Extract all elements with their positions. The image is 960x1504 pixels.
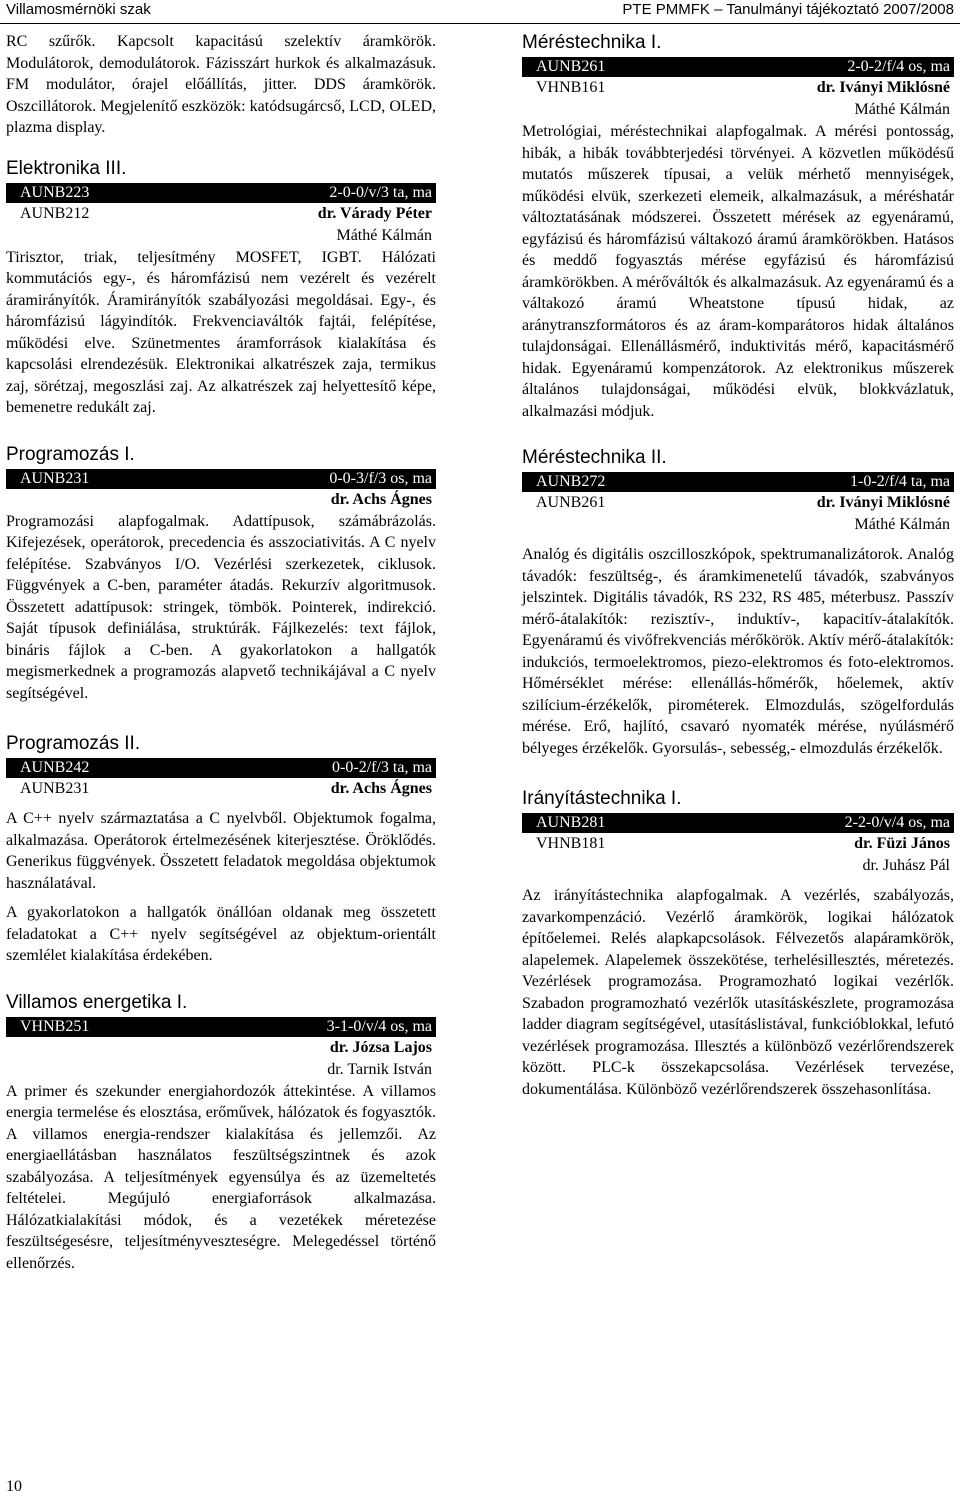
course-code-bar — [6, 469, 436, 489]
course-hours: 1-0-2/f/4 ta, ma — [850, 473, 950, 490]
course-elektronika-3 — [6, 157, 436, 419]
prereq-row — [6, 778, 436, 800]
course-description: Metrológiai, méréstechnikai alapfogalmak. A mérési pontosság, hibák, a hibák továbbterjedési törvényei. A közvetlen működésű mutatós műszerek típusai, a velük mérhető mennyiségek, működési elvük, szerkezeti elemeik, alkalmazásuk, a méréshatár változtatásának módszerei. Összetett mérések az egyenáramú, egyfázisú és háromfázisú váltakozó áramú áramkörökben. Hatásos és meddő fogyasztás mérése egyfázisú és háromfázisú áramkörökben. A mérőváltók és alkalmazásuk. Az egyenáramú és a váltakozó áramú Wheatstone típusú hidak, az aránytranszformátoros és az áram-komparátoros hidak általános tulajdonságai. Ellenállásmérő, induktivitás mérő, kapacitásmérő hidak. Egyenáramú kompenzátorok. Az elektronikus műszerek általános tulajdonságai, működési elvük, blokkvázlatuk, alkalmazási módjuk. — [522, 123, 954, 420]
prereq-row — [6, 203, 436, 225]
lecturer2-row — [522, 855, 954, 877]
course-title: Méréstechnika II. — [522, 447, 667, 468]
course-title: Villamos energetika I. — [6, 991, 188, 1013]
course-code-bar — [522, 813, 954, 833]
course-description: A primer és szekunder energiahordozók áttekintése. A villamos energia termelése és elosztása, erőművek, hálózatok és fogyasztók. A villamos energia-rendszer kialakítása és jellemzői. Az energiaellátásban használatos feszültségszintnek és azok szabályozása. A teljesítmények egyensúlya és az üzemeltetés feltételei. Megújuló energiaforrások alkalmazása. Hálózatkialakítási módok, és a vezetékek méretezése feszültségesésre, teljesítményveszteségre. Melegedéssel történő ellenőrzés. — [6, 1082, 436, 1272]
course-description-2: A gyakorlatokon a hallgatók önállóan oldanak meg összetett feladatokat a C++ nyelv segítségével az objektum-orientált szemlélet kialakítása érdekében. — [6, 904, 436, 964]
course-code: AUNB281 — [536, 814, 606, 831]
course-lecturer-2: Máthé Kálmán — [854, 101, 950, 118]
course-title: Elektronika III. — [6, 157, 127, 179]
course-villamos-energetika-1 — [6, 991, 436, 1275]
course-code: AUNB223 — [20, 183, 90, 201]
course-prereq: AUNB261 — [536, 494, 606, 511]
course-prereq: AUNB231 — [20, 780, 90, 797]
lecturer-row — [6, 1037, 436, 1059]
course-hours: 2-2-0/v/4 os, ma — [844, 814, 950, 831]
course-merestechnika-2 — [522, 446, 954, 759]
course-merestechnika-1 — [522, 31, 954, 422]
lecturer2-row — [522, 99, 954, 121]
header-right-title: PTE PMMFK – Tanulmányi tájékoztató 2007/2008 — [622, 1, 954, 18]
left-column — [6, 31, 436, 1274]
course-title: Irányítástechnika I. — [522, 788, 682, 809]
prereq-row — [522, 492, 954, 514]
course-lecturer-2: dr. Tarnik István — [327, 1060, 432, 1078]
header-divider — [0, 23, 960, 24]
course-iranyitastechnika-1 — [522, 787, 954, 1100]
lecturer-row — [6, 489, 436, 511]
intro-text: RC szűrők. Kapcsolt kapacitású szelektív áramkörök. Modulátorok, demodulátorok. Fázisszárt hurkok és alkalmazásuk. FM modulátor, órajel előállítás, jitter. DDS áramkörök. Oszcillátorok. Megjelenítő eszközök: katódsugárcső, LCD, OLED, plazma display. — [6, 33, 436, 136]
prereq-row — [522, 77, 954, 99]
course-lecturer: dr. Achs Ágnes — [330, 490, 432, 508]
course-hours: 3-1-0/v/4 os, ma — [326, 1017, 432, 1035]
course-lecturer: dr. Józsa Lajos — [329, 1038, 432, 1056]
course-code: AUNB231 — [20, 469, 90, 487]
course-hours: 0-0-2/f/3 ta, ma — [332, 759, 432, 776]
prereq-row — [522, 833, 954, 855]
course-description: A C++ nyelv származtatása a C nyelvből. Objektumok fogalma, alkalmazása. Operátorok értelmezésének kiterjesztése. Öröklődés. Generikus függvények. Összetett feladatok megoldása objektumok használatával. — [6, 810, 436, 892]
lecturer2-row — [6, 225, 436, 247]
course-lecturer-2: Máthé Kálmán — [854, 516, 950, 533]
course-hours: 2-0-2/f/4 os, ma — [847, 58, 950, 75]
course-lecturer: dr. Iványi Miklósné — [816, 494, 950, 511]
lecturer2-row — [522, 514, 954, 536]
course-code-bar — [522, 472, 954, 492]
course-description: Tirisztor, triak, teljesítmény MOSFET, IGBT. Hálózati kommutációs egy-, és háromfázisú nem vezérelt és vezérelt áramirányítók. Áramirányítók szabályozási megoldásai. Egy-, és háromfázisú lágyindítók. Frekvenciaváltók fajtái, felépítése, működési elve. Szünetmentes áramforrások kialakítása és kapcsolási elrendezésük. Elektronikai alkatrészek zaja, termikus zaj, sörétzaj, megoszlási zaj. Az alkatrészek zaj helyettesítő képe, bemenetre redukált zaj. — [6, 248, 436, 416]
course-code: AUNB242 — [20, 759, 90, 776]
course-programozas-1 — [6, 443, 436, 705]
course-code-bar — [522, 57, 954, 77]
lecturer2-row — [6, 1059, 436, 1081]
course-code-bar — [6, 1017, 436, 1037]
course-description: Programozási alapfogalmak. Adattípusok, számábrázolás. Kifejezések, operátorok, precedencia és asszociativitás. A C nyelv felépítése. Szabványos I/O. Vezérlési szerkezetek, ciklusok. Függvények a C-ben, paraméter átadás. Rekurzív algoritmusok. Összetett adattípusok: stringek, tömbök. Pointerek, indirekció. Saját típusok definiálása, struktúrák. Fájlkezelés: text fájlok, bináris fájlok a C-ben. A gyakorlatokon a hallgatók megismerkednek a programozás alapvető technikájával a C nyelv segítségével. — [6, 512, 436, 702]
course-lecturer-2: Máthé Kálmán — [336, 226, 432, 244]
course-lecturer: dr. Füzi János — [854, 835, 950, 852]
course-code-bar — [6, 183, 436, 203]
course-code: AUNB272 — [536, 473, 606, 490]
right-column — [522, 31, 954, 1100]
course-hours: 0-0-3/f/3 os, ma — [329, 469, 432, 487]
course-code: AUNB261 — [536, 58, 606, 75]
header-left-title: Villamosmérnöki szak — [6, 1, 151, 18]
course-programozas-2 — [6, 732, 436, 967]
page-number: 10 — [6, 1478, 22, 1495]
course-prereq: VHNB181 — [536, 835, 606, 852]
course-code: VHNB251 — [20, 1017, 90, 1035]
course-description: Analóg és digitális oszcilloszkópok, spektrumanalizátorok. Analóg távadók: feszültség-, és áramkimenetelű távadók, szabványos jelszintek. Digitális távadók, RS 232, RS 485, méterbusz. Passzív mérő-átalakítók: rezisztív-, induktív-, kapacitív-átalakítók. Egyenáramú és vivőfrekvenciás mérőkörök. Aktív mérő-átalakítók: indukciós, termoelektromos, piezo-elektromos és foto-elektromos. Hőmérséklet mérése: ellenállás-hőmérők, hőelemek, aktív szilícium-érzékelők, pirométerek. Elmozdulás, szögelfordulás mérése. Erő, hajlító, csavaró nyomaték mérése, nyúlásmérő bélyeges érzékelők. Gyorsulás-, sebesség,- elmozdulás érzékelők. — [522, 546, 954, 757]
course-lecturer: dr. Várady Péter — [317, 204, 432, 222]
course-prereq: AUNB212 — [20, 204, 90, 222]
course-title: Programozás II. — [6, 733, 141, 754]
course-description: Az irányítástechnika alapfogalmak. A vezérlés, szabályozás, zavarkompenzáció. Vezérlő áramkörök, logikai hálózatok építőelemei. Relés alapkapcsolások. Félvezetős alapáramkörök, alapelemek. Alapelemek összekötése, terhelésillesztés, méretezés. Vezérlések programozása. Programozható logikai vezérlők. Szabadon programozható vezérlők utasításkészlete, programozása ladder diagram segítségével, utasításlistával, funkcióblokkal, lefutó vezérlések programozása. Illesztés a különböző vezérlőrendszerek között. PLC-k összekapcsolása. Vezérlések tervezése, dokumentálása. Különböző vezérlőrendszerek összehasonlítása. — [522, 887, 954, 1098]
course-lecturer: dr. Achs Ágnes — [330, 780, 432, 797]
course-prereq: VHNB161 — [536, 79, 606, 96]
course-hours: 2-0-0/v/3 ta, ma — [329, 183, 432, 201]
course-lecturer-2: dr. Juhász Pál — [862, 857, 950, 874]
course-lecturer: dr. Iványi Miklósné — [816, 79, 950, 96]
course-code-bar — [6, 758, 436, 778]
course-title: Méréstechnika I. — [522, 32, 662, 53]
course-title: Programozás I. — [6, 443, 135, 465]
